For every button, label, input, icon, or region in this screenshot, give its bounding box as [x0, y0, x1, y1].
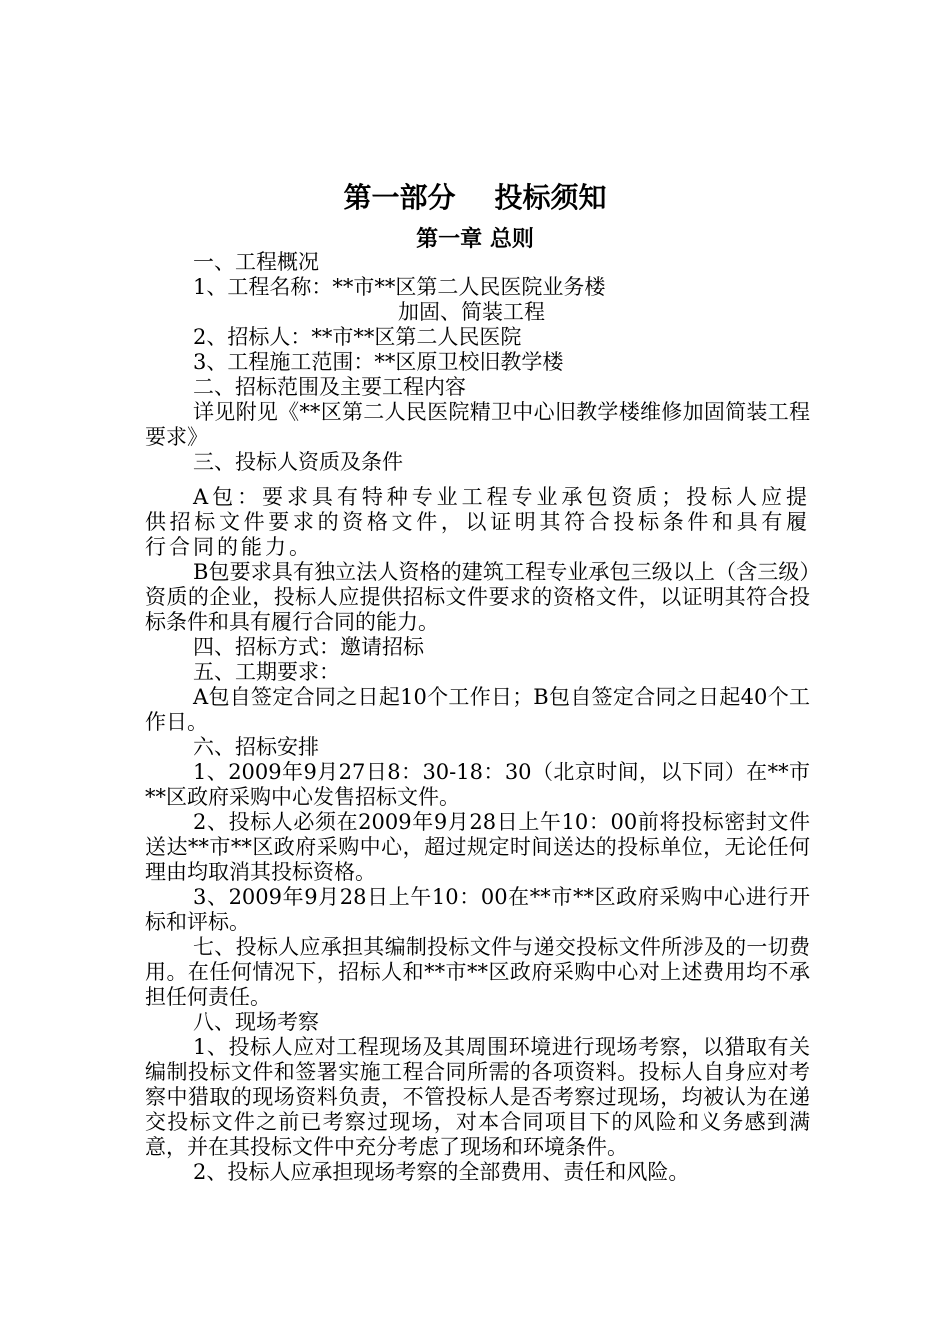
section-heading-tender-method: 四、招标方式：邀请招标	[193, 635, 424, 659]
paragraph-bid-costs: 七、投标人应承担其编制投标文件与递交投标文件所涉及的一切费用。在任何情况下，招标人和**市**区政府采购中心对上述费用均不承担任何责任。	[145, 935, 810, 1009]
section-heading-tender-scope: 二、招标范围及主要工程内容	[193, 375, 466, 399]
paragraph-arrangement-2: 2、投标人必须在2009年9月28日上午10：00前将投标密封文件送达**市**区政府采购中心，超过规定时间送达的投标单位，无论任何理由均取消其投标资格。	[145, 810, 810, 884]
paragraph-project-name-continued: 加固、简装工程	[398, 300, 545, 324]
paragraph-schedule-detail: A包自签定合同之日起10个工作日；B包自签定合同之日起40个工作日。	[145, 685, 810, 734]
paragraph-construction-scope: 3、工程施工范围：**区原卫校旧教学楼	[193, 350, 564, 374]
paragraph-site-inspection-1: 1、投标人应对工程现场及其周围环境进行现场考察，以猎取有关编制投标文件和签署实施工程合同所需的各项资料。投标人自身应对考察中猎取的现场资料负责，不管投标人是否考察过现场，均被认为在递交投标文件之前已考察过现场，对本合同项目下的风险和义务感到满意，并在其投标文件中充分考虑了现场和环境条件。	[145, 1035, 810, 1159]
paragraph-arrangement-3: 3、2009年9月28日上午10：00在**市**区政府采购中心进行开标和评标。	[145, 885, 810, 934]
section-heading-schedule: 五、工期要求：	[193, 660, 340, 684]
section-heading-qualifications: 三、投标人资质及条件	[193, 450, 403, 474]
paragraph-tender-scope-detail: 详见附见《**区第二人民医院精卫中心旧教学楼维修加固简装工程要求》	[145, 400, 810, 449]
paragraph-arrangement-1: 1、2009年9月27日8：30-18：30（北京时间，以下同）在**市**区政府采购中心发售招标文件。	[145, 760, 810, 809]
section-heading-tender-arrangement: 六、招标安排	[193, 735, 319, 759]
paragraph-site-inspection-2: 2、投标人应承担现场考察的全部费用、责任和风险。	[193, 1160, 690, 1184]
part-title: 第一部分 投标须知	[343, 181, 607, 214]
paragraph-project-name: 1、工程名称：**市**区第二人民医院业务楼	[193, 275, 606, 299]
paragraph-package-b-qualification: B包要求具有独立法人资格的建筑工程专业承包三级以上（含三级）资质的企业，投标人应提供招标文件要求的资格文件，以证明其符合投标条件和具有履行合同的能力。	[145, 560, 810, 634]
paragraph-package-a-qualification: A包：要求具有特种专业工程专业承包资质；投标人应提供招标文件要求的资格文件，以证明其符合投标条件和具有履行合同的能力。	[145, 485, 810, 559]
section-heading-project-overview: 一、工程概况	[193, 250, 319, 274]
paragraph-tenderer: 2、招标人：**市**区第二人民医院	[193, 325, 522, 349]
document-body	[145, 250, 810, 1185]
chapter-title: 第一章 总则	[416, 227, 534, 252]
section-heading-site-inspection: 八、现场考察	[193, 1010, 319, 1034]
